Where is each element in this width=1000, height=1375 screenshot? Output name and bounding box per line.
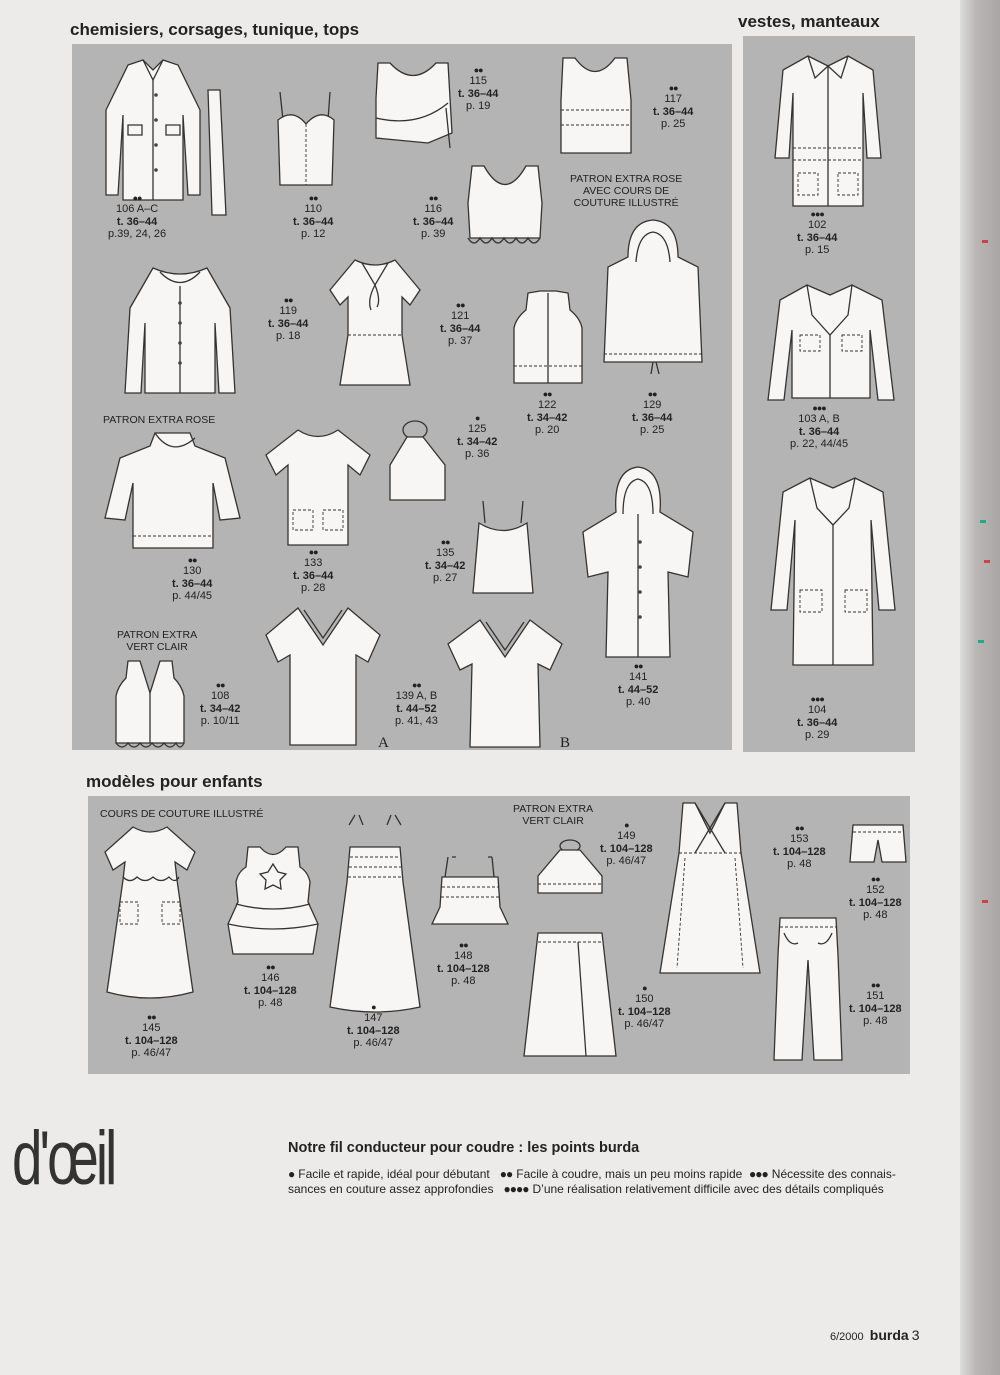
garment-115-drawing xyxy=(368,58,458,148)
size-range: t. 36–44 xyxy=(413,215,454,228)
difficulty-dots: ●● xyxy=(870,874,880,884)
page-ref: p. 41, 43 xyxy=(395,715,438,727)
size-range: t. 44–52 xyxy=(396,702,437,715)
page-ref: p. 40 xyxy=(625,696,651,708)
page-ref: p. 44/45 xyxy=(172,590,213,602)
size-range: t. 104–128 xyxy=(618,1005,671,1018)
size-range: t. 104–128 xyxy=(849,896,902,909)
garment-label xyxy=(849,874,902,922)
page-ref: p. 48 xyxy=(787,858,812,870)
difficulty-dots: ●● xyxy=(647,389,657,399)
difficulty-dots: ● xyxy=(474,413,480,423)
page-ref: p. 27 xyxy=(432,572,458,584)
garment-141-drawing xyxy=(568,462,708,662)
note-line: PATRON EXTRA ROSE xyxy=(570,173,683,185)
page-ref: p. 15 xyxy=(804,244,830,256)
page-ref: p. 28 xyxy=(300,582,326,594)
difficulty-dots: ●● xyxy=(668,83,678,93)
model-number: 151 xyxy=(866,990,885,1002)
model-number: 102 xyxy=(808,219,827,231)
size-range: t. 104–128 xyxy=(347,1024,400,1037)
page-ref: p. 48 xyxy=(863,909,888,921)
difficulty-dots: ●● xyxy=(458,940,468,950)
page-footer xyxy=(830,1327,920,1343)
garment-label xyxy=(244,962,297,1010)
page-ref: p. 46/47 xyxy=(606,855,647,867)
size-range: t. 104–128 xyxy=(849,1002,902,1015)
page-ref: p. 48 xyxy=(451,975,476,987)
legend-title: Notre fil conducteur pour coudre : les points burda xyxy=(288,1140,640,1156)
garment-117-drawing xyxy=(553,55,638,155)
size-range: t. 36–44 xyxy=(458,87,499,100)
page-ref: p. 36 xyxy=(464,448,490,460)
size-range: t. 36–44 xyxy=(293,569,334,582)
letter-a: A xyxy=(378,735,389,751)
difficulty-dots: ●●● xyxy=(810,694,824,704)
legend-text-3: Nécessite des connais- xyxy=(771,1167,896,1181)
page-ref: p. 48 xyxy=(258,997,283,1009)
garment-label xyxy=(653,83,693,131)
garment-label xyxy=(440,300,480,348)
page-ref: p. 29 xyxy=(804,729,830,741)
difficulty-dots: ●●● xyxy=(812,403,826,413)
model-number: 153 xyxy=(790,833,809,845)
garment-148-drawing xyxy=(430,852,510,932)
edge-mark xyxy=(978,640,984,643)
garment-146-drawing xyxy=(228,842,318,962)
garment-102-drawing xyxy=(753,48,903,210)
garment-label xyxy=(797,694,837,742)
page-edge xyxy=(960,0,1000,1375)
garment-label xyxy=(125,1012,178,1060)
garment-150-skirt-drawing xyxy=(520,928,620,1063)
page-ref: p. 25 xyxy=(639,424,665,436)
difficulty-dots: ●● xyxy=(308,547,318,557)
garment-label xyxy=(200,680,240,728)
difficulty-dots: ●● xyxy=(265,962,275,972)
garment-108-drawing xyxy=(110,658,190,753)
model-number: 108 xyxy=(211,690,230,702)
page-ref: p. 48 xyxy=(863,1015,888,1027)
note-patron-vert-2 xyxy=(513,803,593,827)
garment-label xyxy=(268,295,308,343)
note-line: VERT CLAIR xyxy=(126,641,188,653)
difficulty-dots: ●● xyxy=(455,300,465,310)
section-title-kids: modèles pour enfants xyxy=(86,772,263,791)
garment-150-dress-drawing xyxy=(655,798,765,983)
garment-label xyxy=(172,555,212,603)
section-title-jackets: vestes, manteaux xyxy=(738,12,880,31)
garment-139b-drawing xyxy=(440,612,570,752)
size-range: t. 34–42 xyxy=(200,702,241,715)
garment-label xyxy=(618,983,671,1031)
size-range: t. 104–128 xyxy=(125,1034,178,1047)
edge-mark xyxy=(982,900,988,903)
size-range: t. 36–44 xyxy=(798,425,840,438)
note-line: VERT CLAIR xyxy=(522,815,584,827)
difficulty-dots: ●● xyxy=(283,295,293,305)
legend-dots-3: ●●● xyxy=(749,1167,768,1181)
legend-dots-2: ●● xyxy=(499,1167,513,1181)
edge-mark xyxy=(980,520,986,523)
garment-122-drawing xyxy=(508,288,588,388)
garment-label xyxy=(347,1002,400,1050)
size-range: t. 36–44 xyxy=(172,577,213,590)
size-range: t. 104–128 xyxy=(600,842,653,855)
garment-125-drawing xyxy=(385,415,455,505)
garment-label xyxy=(293,193,333,241)
size-range: t. 36–44 xyxy=(268,317,309,330)
garment-label xyxy=(437,940,490,988)
garment-label xyxy=(632,389,672,437)
garment-129-drawing xyxy=(598,212,708,382)
note-patron-rose-cours xyxy=(570,173,682,209)
difficulty-dots: ●● xyxy=(187,555,197,565)
page-ref: p. 25 xyxy=(660,118,686,130)
size-range: t. 36–44 xyxy=(797,716,838,729)
garment-label xyxy=(618,661,658,709)
garment-133-drawing xyxy=(258,425,378,550)
size-range: t. 34–42 xyxy=(425,559,466,572)
garment-119-drawing xyxy=(115,258,265,398)
difficulty-dots: ●● xyxy=(473,65,483,75)
difficulty-dots: ●● xyxy=(870,980,880,990)
difficulty-dots: ● xyxy=(624,820,629,830)
garment-label xyxy=(458,65,498,113)
size-range: t. 44–52 xyxy=(618,683,659,696)
difficulty-dots: ●● xyxy=(308,193,318,203)
model-number: 139 A, B xyxy=(395,690,438,702)
size-range: t. 104–128 xyxy=(244,984,297,997)
legend-line-2 xyxy=(288,1182,884,1196)
model-number: 103 A, B xyxy=(798,413,840,425)
model-number: 125 xyxy=(468,423,487,435)
model-number: 104 xyxy=(808,704,827,716)
big-word: d'œil xyxy=(12,1116,115,1201)
difficulty-dots: ●● xyxy=(146,1012,156,1022)
garment-152-drawing xyxy=(848,822,908,867)
page-number: 3 xyxy=(911,1327,920,1343)
model-number: 150 xyxy=(635,993,654,1005)
model-number: 135 xyxy=(436,547,455,559)
difficulty-dots: ● xyxy=(371,1002,376,1012)
model-number: 141 xyxy=(629,671,648,683)
issue-date: 6/2000 xyxy=(830,1331,864,1343)
garment-label xyxy=(797,209,837,257)
garment-151-drawing xyxy=(768,915,848,1065)
page-ref: p. 39 xyxy=(420,228,446,240)
legend-text-4: D’une réalisation relativement difficile avec des détails compliqués xyxy=(532,1182,884,1196)
garment-label xyxy=(395,680,438,728)
garment-130-drawing xyxy=(95,428,255,553)
difficulty-dots: ●● xyxy=(542,389,552,399)
model-number: 121 xyxy=(451,310,470,322)
difficulty-dots: ●● xyxy=(428,193,438,203)
page-ref: p. 19 xyxy=(465,100,491,112)
note-patron-rose: PATRON EXTRA ROSE xyxy=(103,414,216,426)
letter-b: B xyxy=(560,735,571,751)
size-range: t. 36–44 xyxy=(293,215,334,228)
size-range: t. 104–128 xyxy=(437,962,490,975)
legend-text-1: Facile et rapide, idéal pour débutant xyxy=(298,1167,490,1181)
note-line: COUTURE ILLUSTRÉ xyxy=(573,197,679,209)
garment-110-drawing xyxy=(268,90,348,190)
model-number: 119 xyxy=(279,305,297,317)
garment-label xyxy=(790,403,848,451)
difficulty-dots: ●● xyxy=(794,823,804,833)
size-range: t. 36–44 xyxy=(653,105,694,118)
garment-104-drawing xyxy=(755,470,910,670)
note-cours-illustre: COURS DE COUTURE ILLUSTRÉ xyxy=(100,808,264,820)
model-number: 117 xyxy=(664,93,682,105)
page-ref: p. 46/47 xyxy=(131,1047,172,1059)
difficulty-dots: ●● xyxy=(411,680,421,690)
legend-dots-1: ● xyxy=(288,1167,295,1181)
garment-121-drawing xyxy=(320,255,430,390)
page-ref: p. 37 xyxy=(447,335,473,347)
model-number: 145 xyxy=(142,1022,161,1034)
size-range: t. 34–42 xyxy=(457,435,498,448)
brand-name: burda xyxy=(869,1327,909,1343)
legend-text-2: Facile à coudre, mais un peu moins rapide xyxy=(516,1167,743,1181)
garment-149-drawing xyxy=(530,838,610,898)
garment-label xyxy=(527,389,567,437)
size-range: t. 36–44 xyxy=(440,322,481,335)
difficulty-dots: ● xyxy=(642,983,647,993)
note-line: PATRON EXTRA xyxy=(117,629,198,641)
garment-135-drawing xyxy=(465,498,545,598)
page-ref: p. 22, 44/45 xyxy=(790,438,849,450)
garment-label xyxy=(849,980,902,1028)
garment-label xyxy=(773,823,826,871)
model-number: 129 xyxy=(643,399,662,411)
garment-116-drawing xyxy=(460,163,550,253)
garment-label xyxy=(457,413,497,461)
model-number: 122 xyxy=(538,399,557,411)
garment-label xyxy=(425,537,465,585)
garment-139a-drawing xyxy=(258,600,388,750)
model-number: 147 xyxy=(364,1012,383,1024)
page-ref: p. 18 xyxy=(275,330,301,342)
difficulty-dots: ●●● xyxy=(810,209,824,219)
garment-103-drawing xyxy=(752,280,912,410)
page-ref: p. 20 xyxy=(534,424,560,436)
model-number: 148 xyxy=(454,950,473,962)
model-number: 149 xyxy=(617,830,636,842)
difficulty-dots: ●● xyxy=(440,537,450,547)
difficulty-dots: ●● xyxy=(633,661,643,671)
size-range: t. 36–44 xyxy=(116,215,158,228)
garment-label xyxy=(600,820,653,868)
legend-text-3-cont: sances en couture assez approfondies xyxy=(288,1182,494,1196)
page-ref: p. 10/11 xyxy=(200,715,240,727)
edge-mark xyxy=(982,240,988,243)
model-number: 115 xyxy=(469,75,487,87)
size-range: t. 36–44 xyxy=(632,411,673,424)
note-line: AVEC COURS DE xyxy=(583,185,670,197)
page-ref: p.39, 24, 26 xyxy=(108,228,167,240)
page-ref: p. 46/47 xyxy=(353,1037,394,1049)
model-number: 110 xyxy=(304,203,322,215)
garment-145-drawing xyxy=(95,822,205,1007)
garment-label xyxy=(413,193,453,241)
size-range: t. 34–42 xyxy=(527,411,568,424)
note-line: PATRON EXTRA xyxy=(513,803,594,815)
garment-147-drawing xyxy=(325,812,425,1017)
difficulty-dots: ●● xyxy=(215,680,225,690)
model-number: 133 xyxy=(304,557,323,569)
size-range: t. 36–44 xyxy=(797,231,838,244)
garment-label xyxy=(293,547,333,595)
garment-label xyxy=(108,193,166,241)
difficulty-dots: ●● xyxy=(132,193,142,203)
note-patron-vert-1 xyxy=(117,629,197,653)
model-number: 152 xyxy=(866,884,885,896)
page-ref: p. 12 xyxy=(300,228,326,240)
page-ref: p. 46/47 xyxy=(624,1018,665,1030)
edge-mark xyxy=(984,560,990,563)
size-range: t. 104–128 xyxy=(773,845,826,858)
model-number: 106 A–C xyxy=(115,203,159,215)
model-number: 130 xyxy=(183,565,202,577)
garment-106-drawing xyxy=(88,55,248,215)
legend-line-1 xyxy=(288,1167,896,1181)
model-number: 146 xyxy=(261,972,280,984)
section-title-tops: chemisiers, corsages, tunique, tops xyxy=(70,20,360,39)
legend-dots-4: ●●●● xyxy=(503,1182,529,1196)
model-number: 116 xyxy=(424,203,442,215)
